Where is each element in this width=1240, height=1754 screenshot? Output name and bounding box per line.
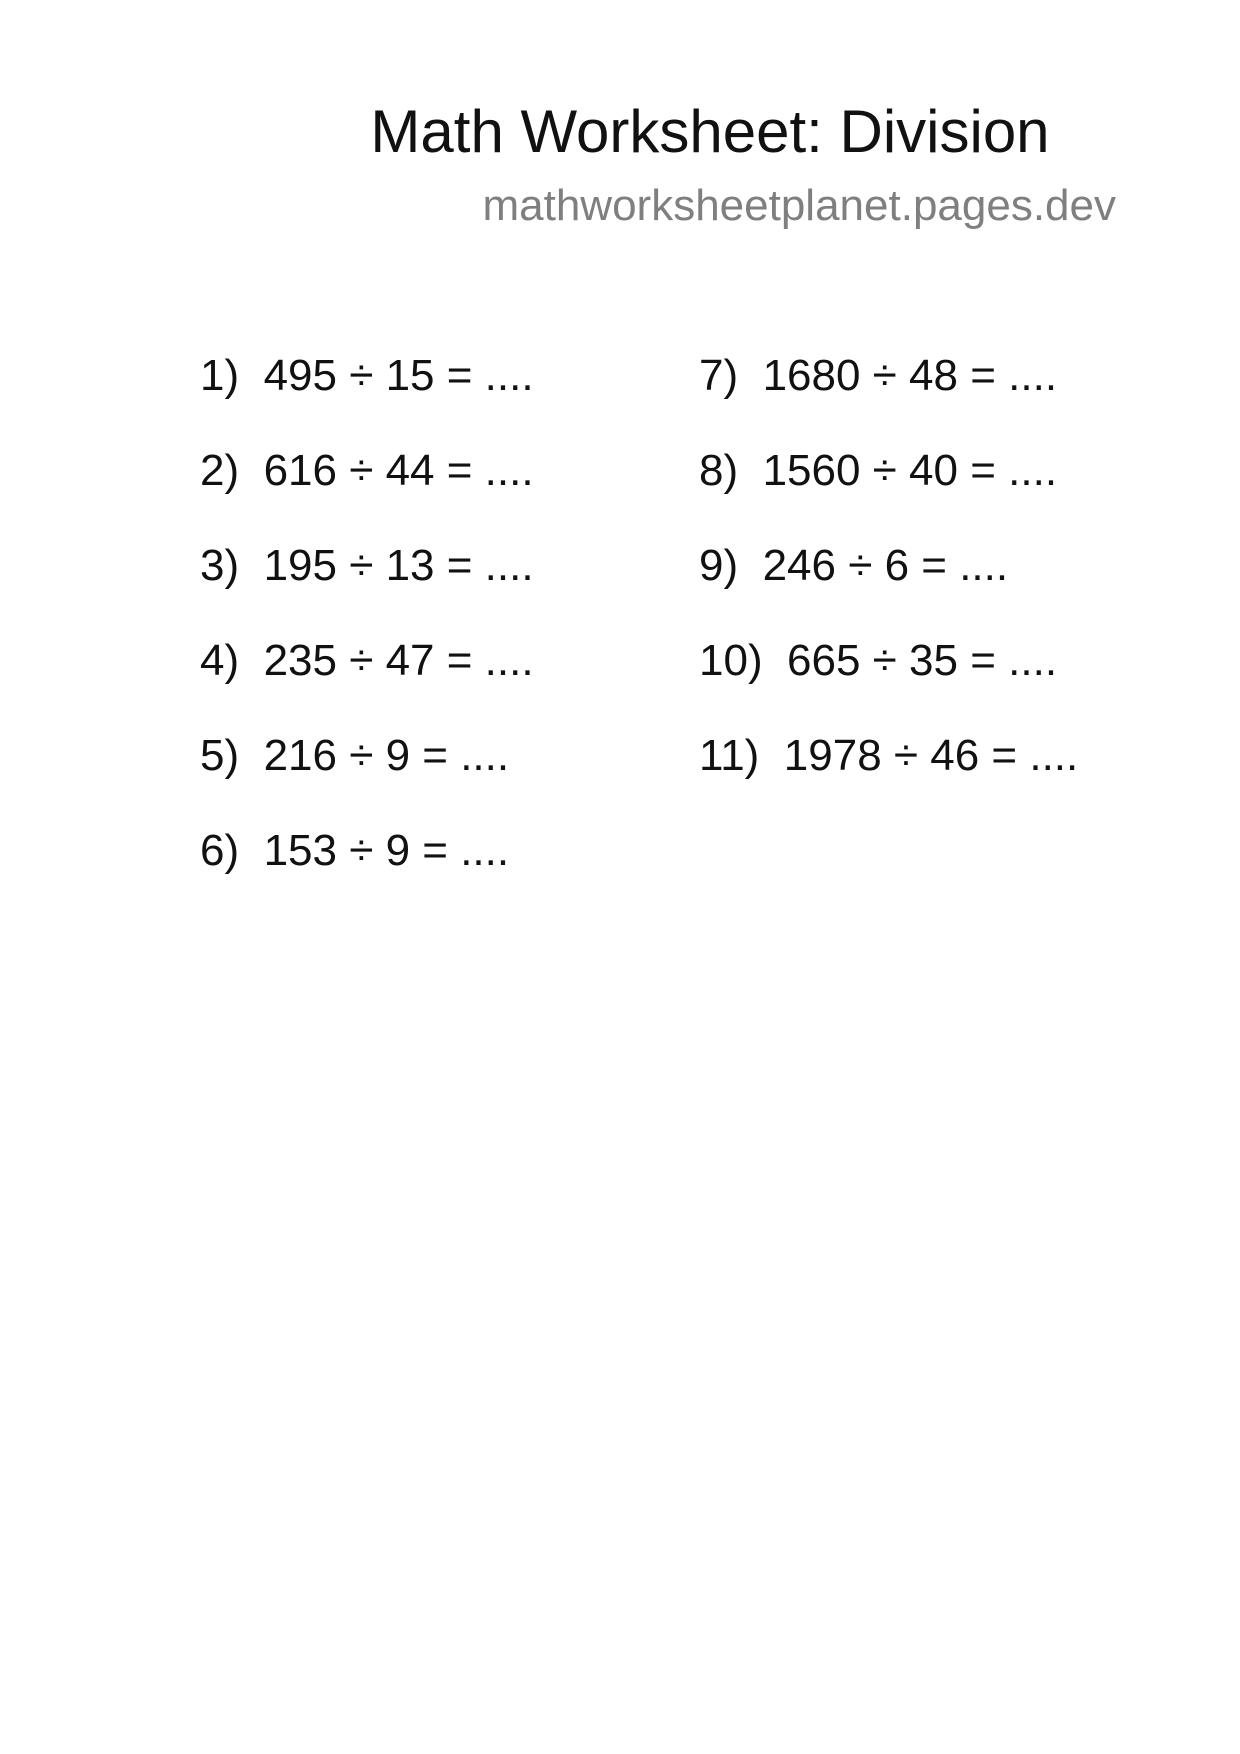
problem-10: 10) 665 ÷ 35 = .... (699, 636, 1058, 685)
problem-2: 2) 616 ÷ 44 = .... (200, 446, 534, 495)
problem-6: 6) 153 ÷ 9 = .... (200, 826, 510, 875)
problem-column-right (699, 344, 1078, 819)
problem-4: 4) 235 ÷ 47 = .... (200, 636, 534, 685)
problem-column-left (200, 344, 534, 914)
problem-11: 11) 1978 ÷ 46 = .... (699, 731, 1079, 780)
problem-5: 5) 216 ÷ 9 = .... (200, 731, 510, 780)
page-title: Math Worksheet: Division (370, 98, 1050, 165)
problem-8: 8) 1560 ÷ 40 = .... (699, 446, 1058, 495)
problem-7: 7) 1680 ÷ 48 = .... (699, 351, 1058, 400)
problem-3: 3) 195 ÷ 13 = .... (200, 541, 534, 590)
source-url: mathworksheetplanet.pages.dev (482, 181, 1116, 230)
problem-9: 9) 246 ÷ 6 = .... (699, 541, 1009, 590)
problem-1: 1) 495 ÷ 15 = .... (200, 351, 534, 400)
